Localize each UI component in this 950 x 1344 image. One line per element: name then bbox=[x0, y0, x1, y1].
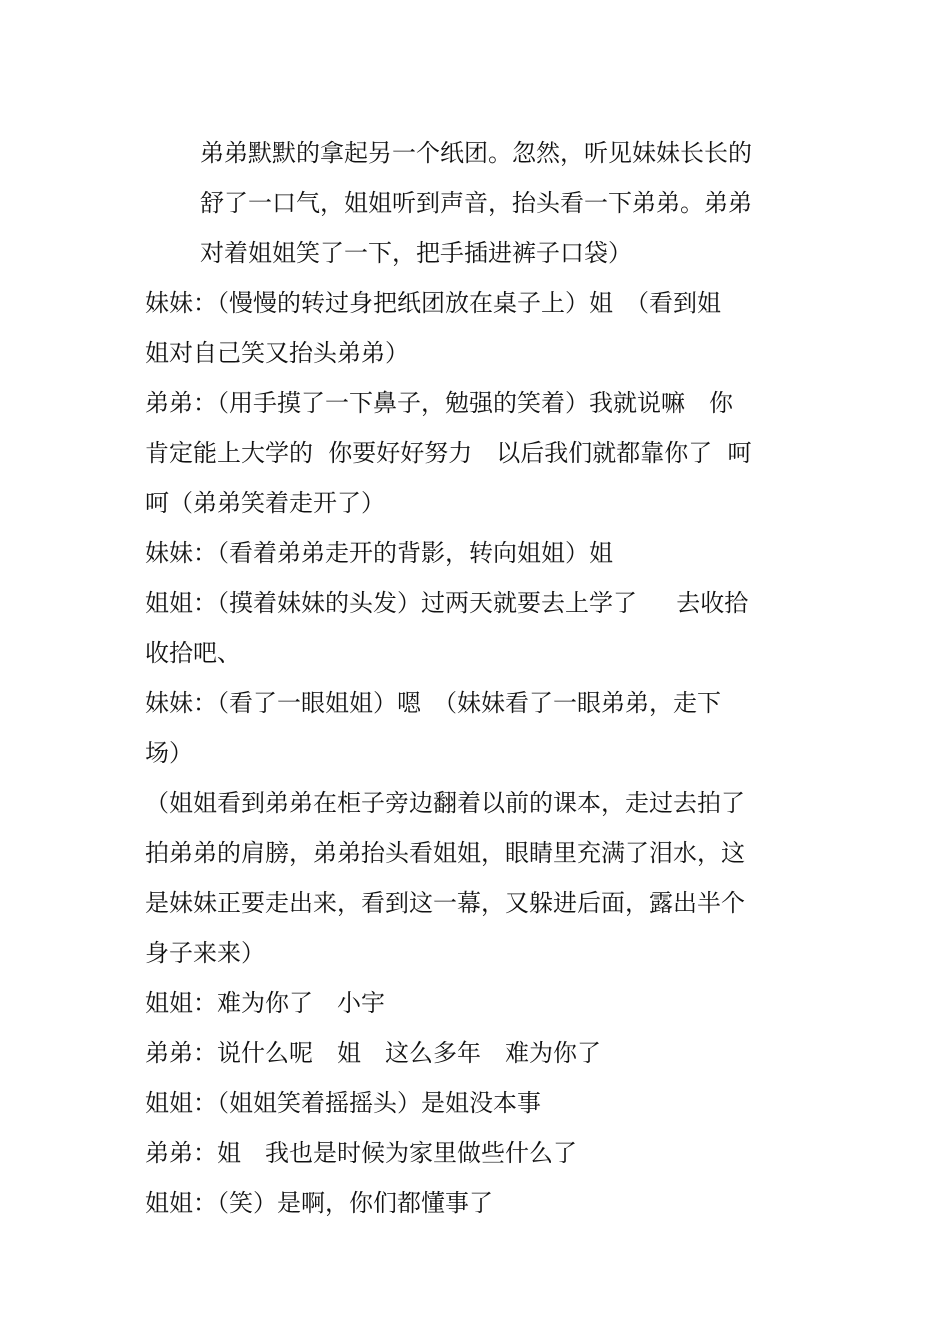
stage-direction-line: 拍弟弟的肩膀，弟弟抬头看姐姐，眼睛里充满了泪水，这 bbox=[145, 839, 745, 867]
dialogue-line: 场） bbox=[145, 739, 193, 767]
dialogue-line: 弟弟：（用手摸了一下鼻子，勉强的笑着）我就说嘛 你 bbox=[145, 389, 733, 417]
stage-direction-line: 弟弟默默的拿起另一个纸团。忽然，听见妹妹长长的 bbox=[200, 139, 752, 167]
stage-direction-line: 舒了一口气，姐姐听到声音，抬头看一下弟弟。弟弟 bbox=[200, 189, 752, 217]
dialogue-line: 肯定能上大学的 你要好好努力 以后我们就都靠你了 呵 bbox=[145, 439, 752, 467]
dialogue-line: 姐姐：（笑）是啊，你们都懂事了 bbox=[145, 1189, 493, 1217]
dialogue-line: 妹妹：（看着弟弟走开的背影，转向姐姐）姐 bbox=[145, 539, 613, 567]
dialogue-line: 姐姐：难为你了 小宇 bbox=[145, 989, 385, 1017]
dialogue-line: 妹妹：（看了一眼姐姐）嗯 （妹妹看了一眼弟弟，走下 bbox=[145, 689, 721, 717]
dialogue-line: 姐对自己笑又抬头弟弟） bbox=[145, 339, 409, 367]
dialogue-line: 妹妹：（慢慢的转过身把纸团放在桌子上）姐 （看到姐 bbox=[145, 289, 721, 317]
dialogue-line: 姐姐：（摸着妹妹的头发）过两天就要去上学了 去收拾 bbox=[145, 589, 749, 617]
dialogue-line: 收拾吧、 bbox=[145, 639, 241, 667]
dialogue-line: 弟弟：姐 我也是时候为家里做些什么了 bbox=[145, 1139, 577, 1167]
dialogue-line: 弟弟：说什么呢 姐 这么多年 难为你了 bbox=[145, 1039, 601, 1067]
stage-direction-line: 对着姐姐笑了一下，把手插进裤子口袋） bbox=[200, 239, 632, 267]
dialogue-line: 姐姐：（姐姐笑着摇摇头）是姐没本事 bbox=[145, 1089, 541, 1117]
dialogue-line: 呵（弟弟笑着走开了） bbox=[145, 489, 385, 517]
stage-direction-line: 是妹妹正要走出来，看到这一幕，又躲进后面，露出半个 bbox=[145, 889, 745, 917]
stage-direction-line: （姐姐看到弟弟在柜子旁边翻着以前的课本，走过去拍了 bbox=[145, 789, 745, 817]
stage-direction-line: 身子来来） bbox=[145, 939, 265, 967]
script-text bbox=[145, 128, 810, 1228]
